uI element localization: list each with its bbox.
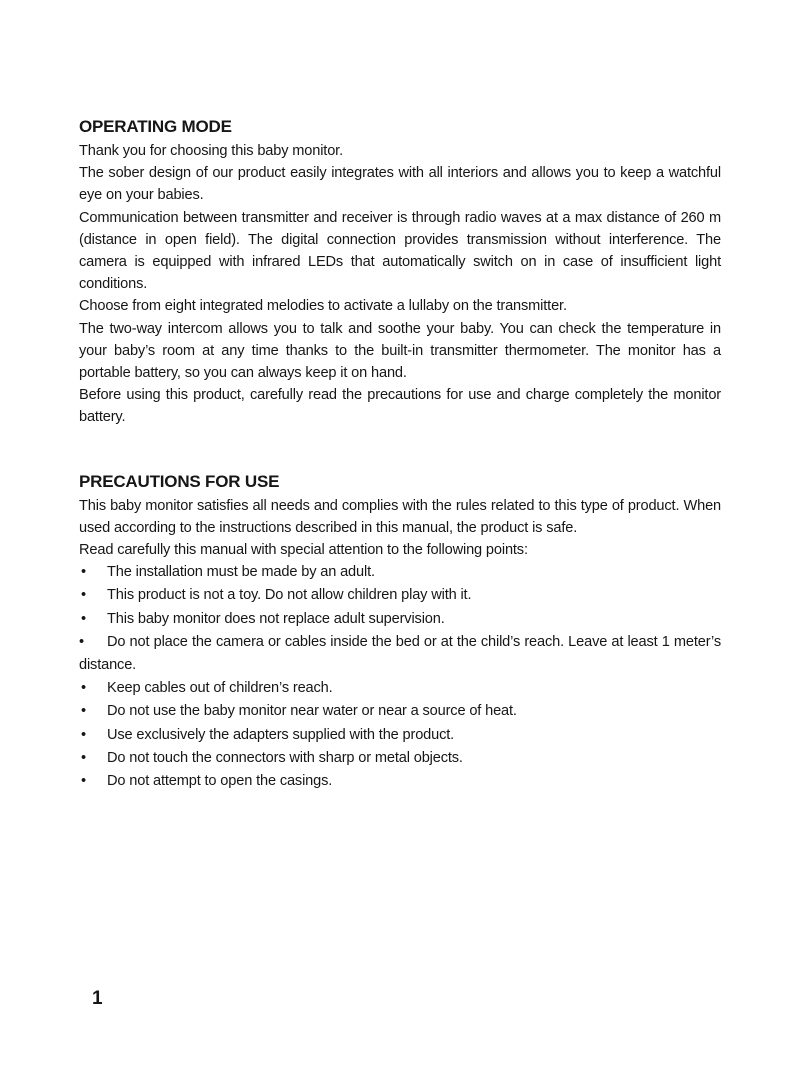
bullet-icon: • — [81, 726, 86, 743]
bullet-icon: • — [81, 703, 86, 720]
list-item — [79, 747, 721, 770]
bullet-icon: • — [81, 587, 86, 604]
operating-mode-section — [79, 116, 721, 429]
bullet-icon: • — [79, 633, 84, 650]
operating-mode-paragraph-3: Communication between transmitter and receiver is through radio waves at a max distance of 260 m (distance in open field). The digital connection provides transmission without interference. The camera is equipped with infrared LEDs that automatically switch on in case of insufficient light conditions. — [79, 209, 721, 293]
list-item-text: Do not place the camera or cables inside the bed or at the child’s reach. Leave at least 1 meter’s distance. — [79, 633, 721, 674]
list-item-text: Use exclusively the adapters supplied with the product. — [107, 726, 455, 743]
bullet-icon: • — [81, 680, 86, 697]
list-item — [79, 724, 721, 747]
operating-mode-paragraph-5: The two-way intercom allows you to talk and soothe your baby. You can check the temperature in your baby’s room at any time thanks to the built-in transmitter thermometer. The monitor has a portable battery, so you can always keep it on hand. — [79, 320, 721, 382]
list-item-text: The installation must be made by an adult. — [107, 564, 375, 581]
list-item-text: Do not use the baby monitor near water or near a source of heat. — [107, 703, 517, 720]
bullet-icon: • — [81, 749, 86, 766]
list-item — [79, 631, 721, 677]
operating-mode-paragraph-4: Choose from eight integrated melodies to activate a lullaby on the transmitter. — [79, 298, 567, 315]
section-spacer — [79, 429, 721, 471]
list-item-text: This baby monitor does not replace adult supervision. — [107, 610, 445, 627]
list-item — [79, 677, 721, 700]
list-item — [79, 584, 721, 607]
bullet-icon: • — [81, 773, 86, 790]
list-item-text: Do not touch the connectors with sharp or metal objects. — [107, 749, 463, 766]
list-item — [79, 770, 721, 793]
list-item — [79, 700, 721, 723]
list-item-text: Keep cables out of children’s reach. — [107, 680, 333, 697]
page-number: 1 — [92, 988, 103, 1009]
manual-page — [79, 116, 721, 793]
precautions-heading: PRECAUTIONS FOR USE — [79, 471, 280, 491]
operating-mode-paragraph-1: Thank you for choosing this baby monitor. — [79, 143, 343, 159]
precautions-list — [79, 561, 721, 793]
precautions-intro: This baby monitor satisfies all needs and complies with the rules related to this type of product. When used according to the instructions described in this manual, the product is safe. — [79, 497, 721, 536]
precautions-section — [79, 471, 721, 794]
list-item-text: This product is not a toy. Do not allow children play with it. — [107, 587, 472, 604]
operating-mode-heading: OPERATING MODE — [79, 117, 232, 136]
list-item — [79, 608, 721, 631]
bullet-icon: • — [81, 610, 86, 627]
bullet-icon: • — [81, 564, 86, 581]
list-item-text: Do not attempt to open the casings. — [107, 773, 333, 790]
list-item — [79, 561, 721, 584]
precautions-lead: Read carefully this manual with special attention to the following points: — [79, 542, 528, 559]
operating-mode-paragraph-6: Before using this product, carefully read the precautions for use and charge completely the monitor battery. — [79, 387, 721, 426]
operating-mode-paragraph-2: The sober design of our product easily integrates with all interiors and allows you to keep a watchful eye on your babies. — [79, 165, 721, 204]
